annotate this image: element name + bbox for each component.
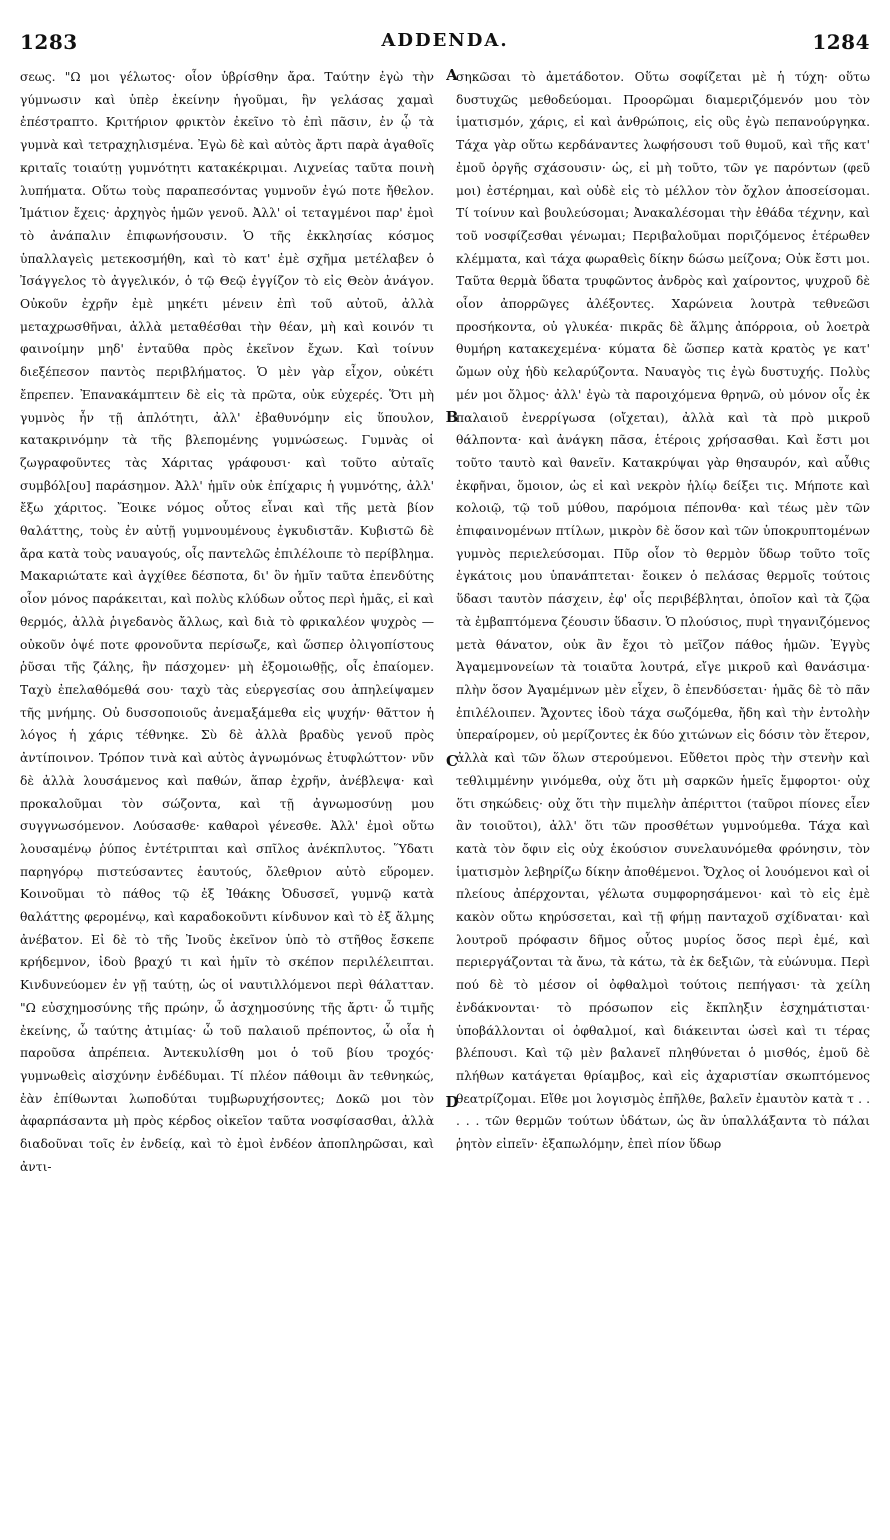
right-column-text: σηκῶσαι τὸ ἀμετάδοτον. Οὕτω σοφίζεται μὲ ἡ τύχη· οὕτω δυστυχῶς μεθοδεύομαι. Προορῶμαι διαμεριζόμενόν μου τὸν ἱματισμόν, χάρις, εἰ καὶ ἀνθρώποις, εἰς οὓς ἐγὼ πεπανούργηκα. Τάχα γὰρ οὕτω κερδάναντες λωφήσουσι τοῦ θυμοῦ, καὶ τῆς κατ' ἐμοῦ ὀργῆς σχάσουσιν· ὡς, εἰ μὴ τοῦτο, τῶν γε παρόντων (φεῦ μοι) ἐστέρημαι, καὶ οὐδὲ εἰς τὸ μέλλον τὸν ὄχλον ἀποσείσομαι. Τί τοίνυν καὶ βουλεύσομαι; Ἀνακαλέσομαι τὴν ἐθάδα τέχνην, καὶ τοῦ νοσφίζεσθαι γένωμαι; Περιβαλοῦμαι ποριζόμενος ἑτέρωθεν κλέμματα, καὶ τάχα φωραθεὶς δίκην δώσω μείζονα; Οὐκ ἔστι μοι. Ταῦτα θερμὰ ὕδατα τρυφῶντος ἀνδρὸς καὶ χαίροντος, ψυχροῦ δὲ οἷον ἀπορρῶγες ἀλέξοντες. Χαρώνεια λουτρὰ τεθνεῶσι προσήκοντα, οὐ γλυκέα· πικρᾶς δὲ ἅλμης ἀπόρροια, οὐ λοετρὰ θυμήρη κατακεχεμένα· κύματα δὲ ὥσπερ κατὰ κρατὸς γε κατ' ὤμων οὐχ ἡδὺ κελαρύζοντα. Ναυαγὸς τις ἐγὼ δυστυχής. Πολὺς μέν μοι ὄλμος· ἀλλ' ἐγὼ τὰ παροιχόμενα θρηνῶ, οὐ μόνον οἷς ἐκ παλαιοῦ ἐνερρίγωσα (οἴχεται), ἀλλὰ καὶ τὰ πρὸ μικροῦ θάλποντα· καὶ ἀνάγκη πᾶσα, ἑτέροις χρήσασθαι. Καὶ ἔστι μοι τοῦτο ταυτὸ καὶ θανεῖν. Κατακρύψαι γὰρ θησαυρόν, καὶ αὖθις ἐκφῆναι, ὅμοιον, ὡς εἰ καὶ νεκρὸν ἡλίῳ δείξει τις. Μήποτε καὶ κολοιῷ, τῷ τοῦ μύθου, παρόμοια πέπονθα· καὶ τέως μὲν τῶν ἐπιφαινομένων πτίλων, μικρὸν δὲ ὅσον καὶ τῶν ὑποκρυπτομένων γυμνὸς περιελεύσομαι. Πῦρ οἷον τὸ θερμὸν ὕδωρ τοῦτο τοῖς ἐγκάτοις μου ὑπανάπτεται· ἔοικεν ὁ πελάσας θερμοῖς τούτοις ὕδασι ταυτὸν πάσχειν, ἐφ' οἷς περιβέβληται, ὁποῖον καὶ τὰ ζῷα τὰ ἐμβαπτόμενα ζέουσιν ὕδασιν. Ὁ πλούσιος, πυρὶ τηγανιζόμενος μετὰ θάνατον, οὐκ ἂν ἔχοι τὸ μεῖζον πάθος ἡμῶν. Ἐγγὺς Ἀγαμεμνονείων τὰ τοιαῦτα λουτρά, εἴγε μικροῦ καὶ θανάσιμα· πλὴν ὅσον Ἀγαμέμνων μὲν εἶχεν, ὃ ἐπενδύσεται· ἡμᾶς δὲ τὸ πᾶν ἐπιλέλοιπεν. Ἄχοντες ἰδοὺ τάχα σωζόμεθα, ἤδη καὶ τὴν ἐντολὴν ὑπεραίρομεν, οὐ μερίζοντες ἐκ δύο χιτώνων εἰς δόσιν τὸν ἕτερον, ἀλλὰ καὶ τῶν ὅλων στερούμενοι. Εὔθετοι πρὸς τὴν στενὴν καὶ τεθλιμμένην γινόμεθα, οὐχ ὅτι μὴ σαρκῶν ἡμεῖς ἔμφορτοι· οὐχ ὅτι σηκώδεις· οὐχ ὅτι τὴν πιμελὴν ἀπέριττοι (ταῦροι πίονες εἶεν ἂν τοιοῦτοι), ἀλλ' ὅτι τῶν προσθέτων γυμνούμεθα. Τάχα καὶ κατὰ τὸν ὄφιν εἰς οὐχ ἑκούσιον συνελαυνόμεθα φρόνησιν, τὸν ἱματισμὸν λεβηρίζω δίκην ἀποθέμενοι. Ὄχλος οἱ λουόμενοι καὶ οἱ πλείους ἀπέρχονται, γέλωτα συμφορησάμενοι· καὶ τὸ εἰς ἐμὲ κακὸν οὕτω κηρύσσεται, καὶ τῇ φήμῃ πανταχοῦ σχίδναται· καὶ λουτροῦ πρόφασιν δῆμος οὗτος μυρίος ὅσος περὶ ἐμέ, καὶ περιεργάζονται τὰ ἄνω, τὰ κάτω, τὰ ἐκ δεξιῶν, τὰ εὐώνυμα. Περὶ πού δὲ τὸ μέσον οἱ ὀφθαλμοὶ τούτοις πεπήγασι· τὰ χείλη ἐνδάκνονται· τὸ πρόσωπον εἰς ἔκπληξιν ἐσχημάτισται· ὑποβάλλονται οἱ ὀφθαλμοί, καὶ διάκεινται ὡσεὶ καὶ τι τέρας βλέπουσι. Καὶ τῷ μὲν βαλανεῖ πληθύνεται ὁ μισθός, ἐμοῦ δὲ πλήθων κατάγεται θρίαμβος, καὶ εἰς ἀχαριστίαν σκωπτόμενος θεατρίζομαι. Εἴθε μοι λογισμὸς ἐπῆλθε, βαλεῖν ἐμαυτὸν κατὰ τ . . . . . τῶν θερμῶν τούτων ὑδάτων, ὡς ἂν ὑπαλλάξαντα τὸ πάλαι ῥητὸν εἰπεῖν· ἐξαπωλόμην, ἐπεὶ πίον ὕδωρ [456, 70, 870, 1152]
left-column-text: σεως. "Ω μοι γέλωτος· οἷον ὑβρίσθην ἄρα. Ταύτην ἐγὼ τὴν γύμνωσιν καὶ ὑπὲρ ἐκείνην ἡγοῦμαι, ἣν γελάσας χαμαὶ ἐπέστραπτο. Κριτήριον φρικτὸν ἐκεῖνο τὸ ἐπὶ πᾶσιν, ἐν ᾧ τὰ γυμνὰ καὶ τετραχηλισμένα. Ἐγὼ δὲ καὶ αὐτὸς ἄρτι παρὰ ἀγαθοῖς κριταῖς τοιαύτῃ γυμνότητι κατακέκριμαι. Λιχνείας ταῦτα ποινὴ λυπήματα. Οὕτω τοὺς παραπεσόντας γυμνοῦν ἐγώ ποτε ἤθελον. Ἱμάτιον ἔχεις· ἀρχηγὸς ἡμῶν γενοῦ. Ἀλλ' οἱ τεταγμένοι παρ' ἐμοὶ τὸ ἀνάπαλιν ἐπιφωνήσουσιν. Ὁ τῆς ἐκκλησίας κόσμος ὑπαλλαγεὶς μετεκοσμήθη, καὶ τὸ κατ' ἐμὲ σχῆμα μετέλαβεν ὁ Ἰσάγγελος τὸ ἀγγελικόν, ὁ τῷ Θεῷ ἐγγίζον τὸ εἰς Θεὸν ἀνάγον. Οὐκοῦν ἐχρῆν ἐμὲ μηκέτι μένειν ἐπὶ τοῦ αὐτοῦ, ἀλλὰ μεταχρωσθῆναι, ἀλλὰ μεταθέσθαι τὴν θέαν, μὴ καὶ κοινόν τι φαινοίμην μηδ' ἐνταῦθα πρὸς ἐκεῖνον ἔχων. Καὶ τοίνυν διεξέπεσον παντὸς περιβλήματος. Ὁ μὲν γὰρ εἶχον, οὐκέτι ἔπρεπεν. Ἐπανακάμπτειν δὲ εἰς τὰ πρῶτα, οὐκ εὐχερές. Ὅτι μὴ γυμνὸς ἦν τῇ ἁπλότητι, ἀλλ' ἐβαθυνόμην εἰς ὕπουλον, κατακρινόμην τὰ τῆς βλεπομένης γυμνώσεως. Γυμνὰς οἱ ζωγραφοῦντες τὰς Χάριτας γράφουσι· καὶ τοῦτο αὐταῖς συμβόλ[ου] παράσημον. Ἀλλ' ἡμῖν οὐκ ἐπίχαρις ἡ γυμνότης, ἀλλ' ἔξω χάριτος. Ἔοικε νόμος οὗτος εἶναι καὶ τῆς μετὰ βίον θαλάττης, τοὺς ἐν αὐτῇ γυμνουμένους ἐγκυδιστᾶν. Κυβιστῶ δὲ ἄρα κατὰ τοὺς ναυαγούς, οἷς παντελῶς ἐπιλέλοιπε τὸ περίβλημα. Μακαριώτατε καὶ ἀγχίθεε δέσποτα, δι' ὃν ἡμῖν ταῦτα ἐπενδύτης οἷον μόνος παράκειται, καὶ πολὺς κλύδων οὗτος περὶ ἡμᾶς, εἰ καὶ θερμός, ἀλλὰ ῥιγεδανὸς ἄλλως, καὶ διὰ τὸ φρικαλέον ψυχρὸς — οὐκοῦν ὀψέ ποτε φρονοῦντα περίσωζε, καὶ ὥσπερ ὀλιγοπίστους ῥῦσαι τῆς ζάλης, ἣν πάσχομεν· μὴ ἐξομοιωθῇς, οἷς ἐπαίομεν. Ταχὺ ἐπελαθόμεθά σου· ταχὺ τὰς εὐεργεσίας σου ἀπηλείψαμεν τῆς μνήμης. Οὐ δυσσοποιοῦς ἀνεμαξάμεθα εἰς ψυχήν· θᾶττον ἡ λόγος ἡ χάρις τέθνηκε. Σὺ δὲ ἀλλὰ βραδὺς γενοῦ πρὸς ἀντίποινον. Τρόπον τινὰ καὶ αὐτὸς ἀγνωμόνως ἐτυφλώττον· νῦν δὲ ἀλλὰ λουσάμενος καὶ παθών, ἅπαρ ἐχρῆν, ἀνέβλεψα· καὶ προκαλοῦμαι τὸν σώζοντα, καὶ τῇ ἀγνωμοσύνῃ μου συγγνωσόμενον. Λούσασθε· καθαροὶ γένεσθε. Ἀλλ' ἐμοὶ οὕτω λουσαμένῳ ῥύπος ἐντέτριπται καὶ σπῖλος ἀνέκπλυτος. Ὕδατι παρηγόρῳ πιστεύσαντες ἑαυτούς, ὄλεθριον αὐτὸ εὕρομεν. Κοινοῦμαι τὸ πάθος τῷ ἐξ Ἰθάκης Ὀδυσσεῖ, γυμνῷ κατὰ θαλάττης φερομένῳ, καὶ καραδοκοῦντι κίνδυνον καὶ τὸ ἐξ ἅλμης ἀνέβατον. Εἰ δὲ τὸ τῆς Ἰνοῦς ἐκεῖνον ὑπὸ τὸ στῆθος ἔσκεπε κρήδεμνον, ἰδοὺ βραχύ τι καὶ ἡμῖν τὸ σκέπον περιλέλειπται. Κινδυνεύομεν ἐν γῇ ταύτῃ, ὡς οἱ ναυτιλλόμενοι περὶ θάλατταν. "Ω εὐσχημοσύνης τῆς πρώην, ὦ ἀσχημοσύνης τῆς ἄρτι· ὦ τιμῆς ἐκείνης, ὦ ταύτης ἀτιμίας· ὦ τοῦ παλαιοῦ πρέποντος, ὦ οἷα ἡ παροῦσα ἀπρέπεια. Ἀντεκυλίσθη μοι ὁ τοῦ βίου τροχός· γυμνωθεὶς αἰσχύνην ἐνδέδυμαι. Τί πλέον πάθοιμι ἂν τεθνηκώς, ἐὰν ἐπίθωνται λωποδύται τυμβωρυχήσοντες; Δοκῶ μοι τὸν ἀφαρπάσαντα μὴ πρὸς κέρδος οἰκεῖον ταῦτα νοσφίσασθαι, ἀλλὰ διαδοῦναι τοῖς ἐν ἐνδείᾳ, καὶ τὸ ἐμοὶ ἐνδέον ἀποπληρῶσαι, καὶ ἀντι- [20, 70, 434, 1174]
section-marker-c: C [446, 752, 458, 770]
section-marker-b: B [445, 408, 459, 426]
section-marker-d: D [445, 1093, 459, 1111]
left-column [20, 66, 434, 1526]
right-page-number: 1284 [812, 30, 870, 54]
right-column [456, 66, 870, 1526]
running-title: ADDENDA. [381, 30, 509, 51]
running-header [20, 30, 870, 60]
text-columns [20, 66, 870, 1526]
section-marker-a: A [446, 66, 458, 84]
left-page-number: 1283 [20, 30, 78, 54]
